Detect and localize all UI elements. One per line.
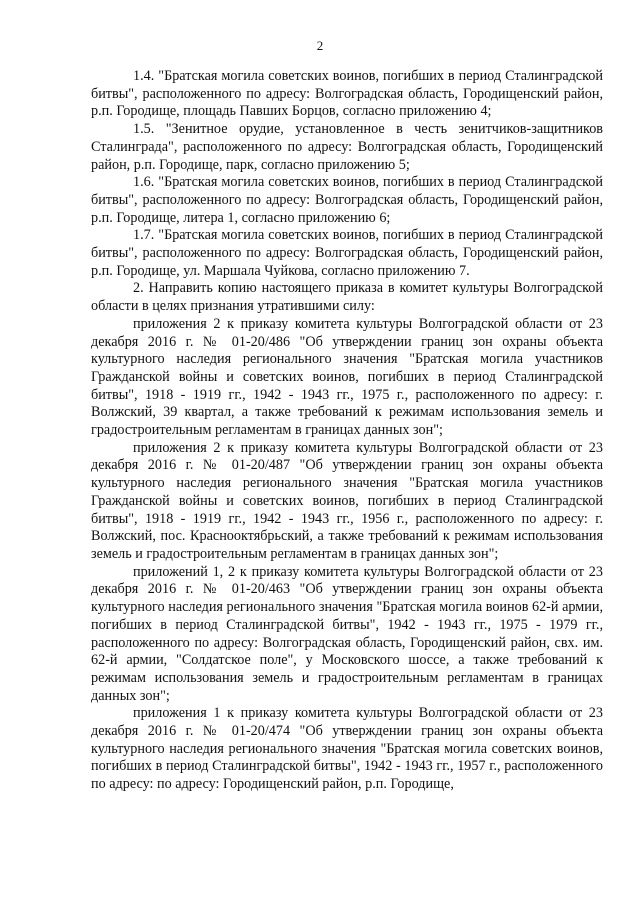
paragraph-annex-463: приложений 1, 2 к приказу комитета культуры Волгоградской области от 23 декабря 2016 г. № 01-20/463 "Об утверждении границ зон охраны объекта культурного наследия регионального значения "Братская могила воинов 62-й армии, погибших в период Сталинградской битвы", 1942 - 1943 гг., 1975 - 1979 гг., расположенного по адресу: Волгоградская область, Городищенский район, свх. им. 62-й армии, "Солдатское поле", у Московского шоссе, а также требований к режимам использования земель и градостроительным регламентам в границах данных зон"; (91, 563, 603, 704)
paragraph-1-7: 1.7. "Братская могила советских воинов, погибших в период Сталинградской битвы", расположенного по адресу: Волгоградская область, Городищенский район, р.п. Городище, ул. Маршала Чуйкова, согласно приложению 7. (91, 227, 603, 279)
paragraph-2: 2. Направить копию настоящего приказа в комитет культуры Волгоградской области в целях признания утратившими силу: (91, 280, 603, 315)
paragraph-1-6: 1.6. "Братская могила советских воинов, погибших в период Сталинградской битвы", расположенного по адресу: Волгоградская область, Городищенский район, р.п. Городище, литера 1, согласно приложению 6; (91, 174, 603, 226)
document-body (91, 68, 603, 794)
paragraph-annex-486: приложения 2 к приказу комитета культуры Волгоградской области от 23 декабря 2016 г. № 01-20/486 "Об утверждении границ зон охраны объекта культурного наследия регионального значения "Братская могила участников Гражданской войны и советских воинов, погибших в период Сталинградской битвы", 1918 - 1919 гг., 1942 - 1943 гг., 1975 г., расположенного по адресу: г. Волжский, 39 квартал, а также требований к режимам использования земель и градостроительным регламентам в границах данных зон"; (91, 315, 603, 439)
paragraph-1-5: 1.5. "Зенитное орудие, установленное в честь зенитчиков-защитников Сталинграда", расположенного по адресу: Волгоградская область, Городищенский район, р.п. Городище, парк, согласно приложению 5; (91, 121, 603, 173)
paragraph-annex-487: приложения 2 к приказу комитета культуры Волгоградской области от 23 декабря 2016 г. № 01-20/487 "Об утверждении границ зон охраны объекта культурного наследия регионального значения "Братская могила участников Гражданской войны и советских воинов, погибших в период Сталинградской битвы", 1918 - 1919 гг., 1942 - 1943 гг., 1956 г., расположенного по адресу: г. Волжский, пос. Краснооктябрьский, а также требований к режимам использования земель и градостроительным регламентам в границах данных зон"; (91, 439, 603, 562)
paragraph-1-4: 1.4. "Братская могила советских воинов, погибших в период Сталинградской битвы", расположенного по адресу: Волгоградская область, Городищенский район, р.п. Городище, площадь Павших Борцов, согласно приложению 4; (91, 68, 603, 120)
page-number: 2 (316, 38, 324, 53)
paragraph-annex-474: приложения 1 к приказу комитета культуры Волгоградской области от 23 декабря 2016 г. № 01-20/474 "Об утверждении границ зон охраны объекта культурного наследия регионального значения "Братская могила советских воинов, погибших в период Сталинградской битвы", 1942 - 1943 гг., 1957 г., расположенного по адресу: по адресу: Городищенский район, р.п. Городище, (91, 705, 603, 793)
